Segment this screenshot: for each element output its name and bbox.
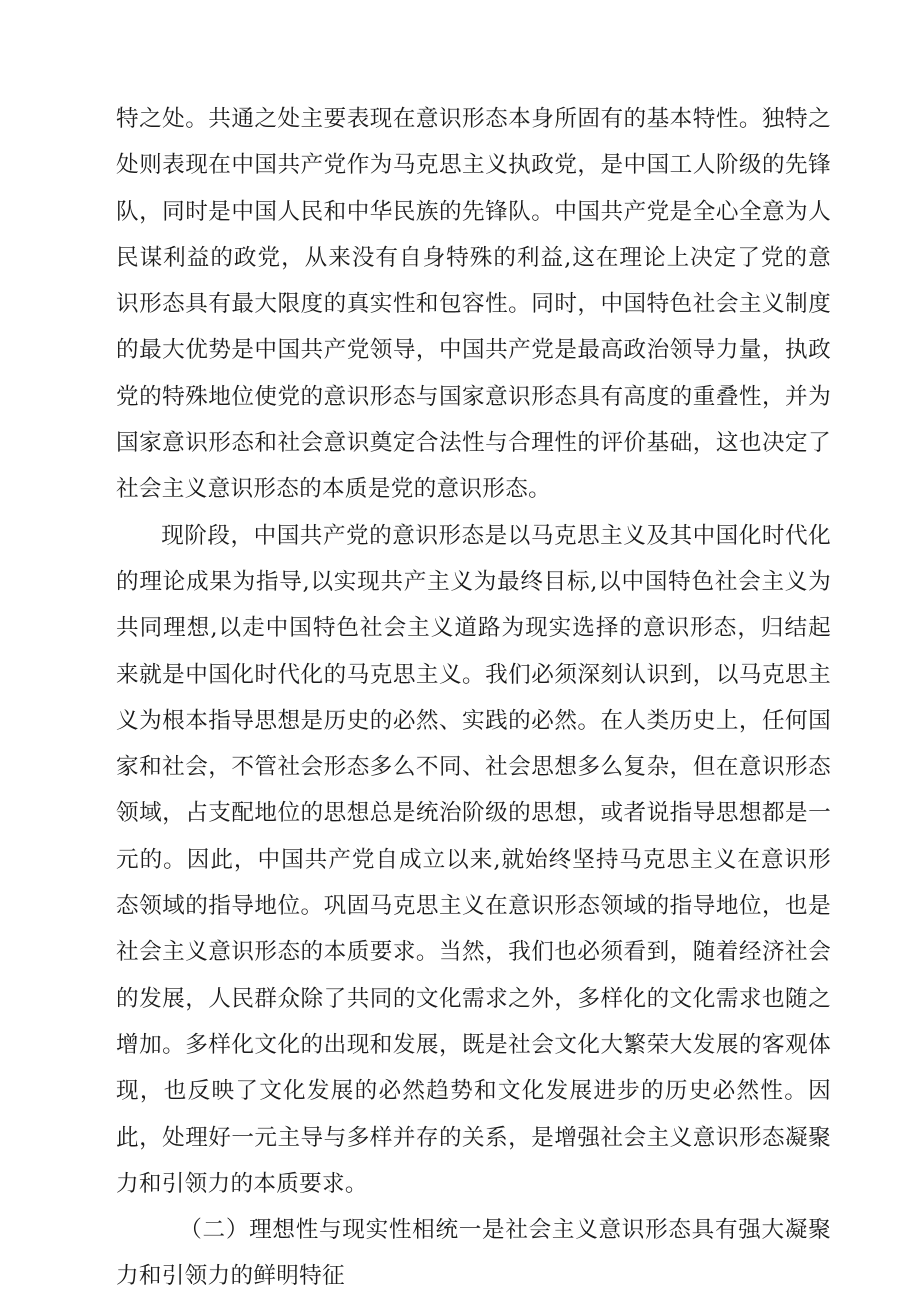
section-heading-2: （二）理想性与现实性相统一是社会主义意识形态具有强大凝聚力和引领力的鲜明特征 <box>116 1217 831 1290</box>
paragraph-current-stage: 现阶段，中国共产党的意识形态是以马克思主义及其中国化时代化的理论成果为指导,以实现共产主义为最终目标,以中国特色社会主义为共同理想,以走中国特色社会主义道路为现实选择的意识形态，归结起来就是中国化时代化的马克思主义。我们必须深刻认识到，以马克思主义为根本指导思想是历史的必然、实践的必然。在人类历史上，任何国家和社会，不管社会形态多么不同、社会思想多么复杂，但在意识形态领域，占支配地位的思想总是统治阶级的思想，或者说指导思想都是一元的。因此，中国共产党自成立以来,就始终坚持马克思主义在意识形态领域的指导地位。巩固马克思主义在意识形态领域的指导地位，也是社会主义意识形态的本质要求。当然，我们也必须看到，随着经济社会的发展，人民群众除了共同的文化需求之外，多样化的文化需求也随之增加。多样化文化的出现和发展，既是社会文化大繁荣大发展的客观体现，也反映了文化发展的必然趋势和文化发展进步的历史必然性。因此，处理好一元主导与多样并存的关系，是增强社会主义意识形态凝聚力和引领力的本质要求。 <box>116 522 831 1197</box>
paragraph-continuation: 特之处。共通之处主要表现在意识形态本身所固有的基本特性。独特之处则表现在中国共产党作为马克思主义执政党，是中国工人阶级的先锋队，同时是中国人民和中华民族的先锋队。中国共产党是全心全意为人民谋利益的政党，从来没有自身特殊的利益,这在理论上决定了党的意识形态具有最大限度的真实性和包容性。同时，中国特色社会主义制度的最大优势是中国共产党领导，中国共产党是最高政治领导力量，执政党的特殊地位使党的意识形态与国家意识形态具有高度的重叠性，并为国家意识形态和社会意识奠定合法性与合理性的评价基础，这也决定了社会主义意识形态的本质是党的意识形态。 <box>116 106 831 503</box>
body-text <box>116 96 831 1300</box>
